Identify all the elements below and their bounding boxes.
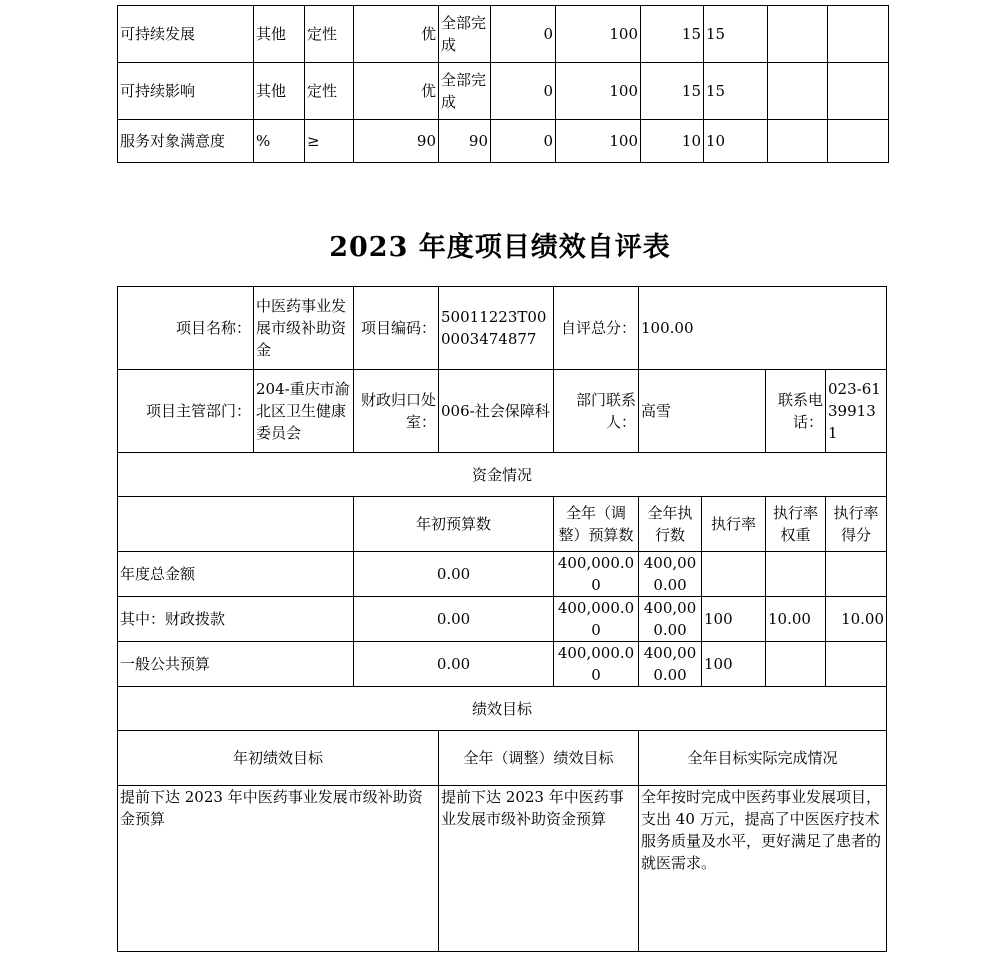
funds-row-rate: 100 <box>702 642 766 687</box>
indicator-actual: 全部完成 <box>439 6 491 63</box>
funds-row-rate <box>702 552 766 597</box>
indicator-target: 90 <box>354 120 439 163</box>
table-row <box>118 6 889 63</box>
indicator-unit: 其他 <box>254 6 305 63</box>
goals-actual-text: 全年按时完成中医药事业发展项目，支出 40 万元，提高了中医医疗技术服务质量及水平，更好满足了患者的就医需求。 <box>639 786 887 952</box>
funds-row-initial: 0.00 <box>354 597 554 642</box>
goals-header-actual: 全年目标实际完成情况 <box>639 731 887 786</box>
indicator-c7: 100 <box>556 120 641 163</box>
indicator-unit: % <box>254 120 305 163</box>
indicator-actual: 90 <box>439 120 491 163</box>
finance-value: 006-社会保障科 <box>439 370 554 453</box>
indicator-name: 可持续影响 <box>118 63 254 120</box>
goals-header-row <box>118 731 887 786</box>
indicator-unit: 其他 <box>254 63 305 120</box>
table-row <box>118 552 887 597</box>
goals-header-initial: 年初绩效目标 <box>118 731 439 786</box>
indicator-c9: 10 <box>704 120 768 163</box>
contact-label: 部门联系人： <box>554 370 639 453</box>
funds-row-executed: 400,000.00 <box>639 597 702 642</box>
funds-row-weight: 10.00 <box>766 597 826 642</box>
indicator-type: 定性 <box>305 6 354 63</box>
finance-label: 财政归口处室： <box>354 370 439 453</box>
indicator-c9: 15 <box>704 63 768 120</box>
funds-row-initial: 0.00 <box>354 642 554 687</box>
project-code-label: 项目编码： <box>354 287 439 370</box>
funds-header-weight: 执行率权重 <box>766 497 826 552</box>
indicator-c11 <box>828 63 889 120</box>
info-row <box>118 370 887 453</box>
info-row <box>118 287 887 370</box>
indicator-c6: 0 <box>491 120 556 163</box>
section-row <box>118 687 887 731</box>
goals-initial-text: 提前下达 2023 年中医药事业发展市级补助资金预算 <box>118 786 439 952</box>
funds-row-weight <box>766 642 826 687</box>
indicator-target: 优 <box>354 63 439 120</box>
dept-label: 项目主管部门： <box>118 370 254 453</box>
table-row <box>118 63 889 120</box>
project-name-value: 中医药事业发展市级补助资金 <box>254 287 354 370</box>
indicator-c8: 15 <box>641 63 704 120</box>
indicator-c9: 15 <box>704 6 768 63</box>
project-code-value: 50011223T000003474877 <box>439 287 554 370</box>
indicator-c11 <box>828 120 889 163</box>
table-row <box>118 597 887 642</box>
goals-section-title: 绩效目标 <box>118 687 887 731</box>
funds-header-initial: 年初预算数 <box>354 497 554 552</box>
indicator-c6: 0 <box>491 6 556 63</box>
evaluation-table <box>117 286 887 952</box>
indicator-c8: 10 <box>641 120 704 163</box>
indicator-table <box>117 5 889 163</box>
indicator-c10 <box>768 63 828 120</box>
page-title: 2023 年度项目绩效自评表 <box>329 232 671 263</box>
indicator-c6: 0 <box>491 63 556 120</box>
indicator-name: 服务对象满意度 <box>118 120 254 163</box>
indicator-name: 可持续发展 <box>118 6 254 63</box>
funds-header-rate: 执行率 <box>702 497 766 552</box>
indicator-type: 定性 <box>305 63 354 120</box>
funds-row-label: 年度总金额 <box>118 552 354 597</box>
funds-row-initial: 0.00 <box>354 552 554 597</box>
funds-row-label: 一般公共预算 <box>118 642 354 687</box>
table-row <box>118 642 887 687</box>
contact-value: 高雪 <box>639 370 766 453</box>
indicator-c7: 100 <box>556 6 641 63</box>
funds-row-adjusted: 400,000.00 <box>554 552 639 597</box>
goals-header-adjusted: 全年（调整）绩效目标 <box>439 731 639 786</box>
phone-value: 023-61399131 <box>826 370 887 453</box>
funds-section-title: 资金情况 <box>118 453 887 497</box>
funds-row-score <box>826 642 887 687</box>
indicator-c8: 15 <box>641 6 704 63</box>
funds-header-executed: 全年执行数 <box>639 497 702 552</box>
indicator-type: ≥ <box>305 120 354 163</box>
funds-row-executed: 400,000.00 <box>639 552 702 597</box>
phone-label: 联系电话： <box>766 370 826 453</box>
indicator-c10 <box>768 120 828 163</box>
project-name-label: 项目名称： <box>118 287 254 370</box>
funds-header-row <box>118 497 887 552</box>
dept-value: 204-重庆市渝北区卫生健康委员会 <box>254 370 354 453</box>
funds-header-adjusted: 全年（调整）预算数 <box>554 497 639 552</box>
goals-content-row <box>118 786 887 952</box>
score-label: 自评总分： <box>554 287 639 370</box>
funds-row-label: 其中：财政拨款 <box>118 597 354 642</box>
funds-header-blank <box>118 497 354 552</box>
funds-row-weight <box>766 552 826 597</box>
goals-adjusted-text: 提前下达 2023 年中医药事业发展市级补助资金预算 <box>439 786 639 952</box>
funds-row-executed: 400,000.00 <box>639 642 702 687</box>
indicator-c11 <box>828 6 889 63</box>
funds-row-score: 10.00 <box>826 597 887 642</box>
funds-row-adjusted: 400,000.00 <box>554 597 639 642</box>
score-value: 100.00 <box>639 287 887 370</box>
section-row <box>118 453 887 497</box>
funds-header-score: 执行率得分 <box>826 497 887 552</box>
table-row <box>118 120 889 163</box>
funds-row-rate: 100 <box>702 597 766 642</box>
indicator-actual: 全部完成 <box>439 63 491 120</box>
indicator-c10 <box>768 6 828 63</box>
funds-row-adjusted: 400,000.00 <box>554 642 639 687</box>
indicator-target: 优 <box>354 6 439 63</box>
indicator-c7: 100 <box>556 63 641 120</box>
funds-row-score <box>826 552 887 597</box>
